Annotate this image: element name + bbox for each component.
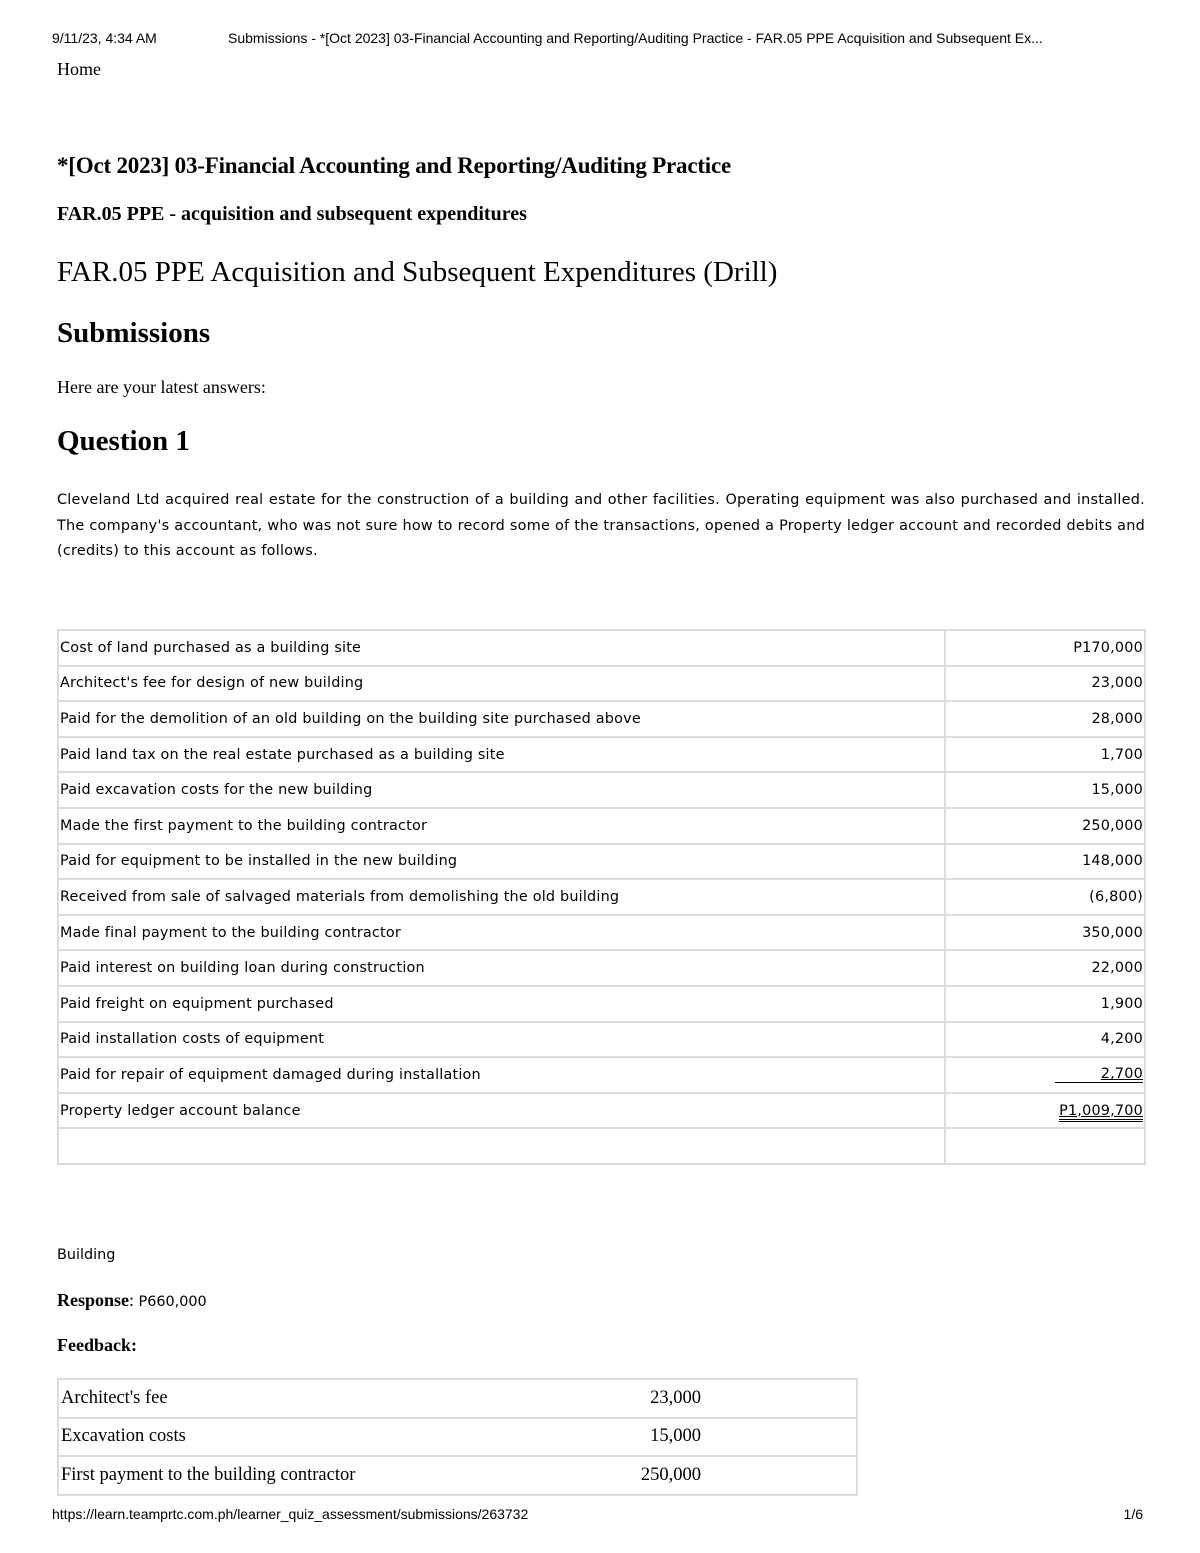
ledger-label: Property ledger account balance [58, 1093, 945, 1129]
ledger-amount: 2,700 [1055, 1066, 1143, 1083]
ledger-label: Received from sale of salvaged materials from demolishing the old building [58, 879, 945, 915]
answer-label: Building [57, 1247, 116, 1263]
ledger-amount: P170,000 [945, 630, 1145, 666]
ledger-label: Made final payment to the building contractor [58, 915, 945, 951]
table-row [58, 772, 1145, 808]
table-row [58, 1057, 1145, 1093]
ledger-label: Cost of land purchased as a building site [58, 630, 945, 666]
ledger-label: Paid excavation costs for the new building [58, 772, 945, 808]
table-row [58, 737, 1145, 773]
table-row [58, 630, 1145, 666]
table-row [58, 1022, 1145, 1058]
response-line: Response: P660,000 [57, 1290, 207, 1310]
ledger-amount: 1,700 [945, 737, 1145, 773]
ledger-label: Paid freight on equipment purchased [58, 986, 945, 1022]
ledger-amount: 15,000 [945, 772, 1145, 808]
ledger-table [57, 629, 1146, 1165]
ledger-amount: 28,000 [945, 701, 1145, 737]
submissions-heading: Submissions [57, 317, 211, 349]
response-label: Response [57, 1290, 130, 1310]
ledger-amount: 250,000 [945, 808, 1145, 844]
table-row [58, 1379, 857, 1418]
table-row [58, 1418, 857, 1457]
feedback-label-cell: First payment to the building contractor [58, 1456, 598, 1495]
quiz-title: FAR.05 PPE Acquisition and Subsequent Expenditures (Drill) [57, 256, 778, 288]
table-row [58, 1456, 857, 1495]
ledger-label: Paid for repair of equipment damaged during installation [58, 1057, 945, 1093]
print-page-title: Submissions - *[Oct 2023] 03-Financial Accounting and Reporting/Auditing Practice - FAR.05 PPE Acquisition and Subsequent Ex... [228, 30, 1043, 46]
ledger-label: Paid for equipment to be installed in the new building [58, 844, 945, 880]
table-row [58, 844, 1145, 880]
module-title: FAR.05 PPE - acquisition and subsequent expenditures [57, 203, 527, 225]
print-url: https://learn.teamprtc.com.ph/learner_quiz_assessment/submissions/263732 [52, 1506, 529, 1522]
ledger-amount: 350,000 [945, 915, 1145, 951]
print-timestamp: 9/11/23, 4:34 AM [52, 30, 157, 46]
page-number: 1/6 [1123, 1506, 1143, 1522]
ledger-amount: 4,200 [945, 1022, 1145, 1058]
ledger-label: Paid interest on building loan during construction [58, 950, 945, 986]
table-row [58, 666, 1145, 702]
ledger-total-amount: P1,009,700 [1059, 1103, 1143, 1122]
ledger-amount: 23,000 [945, 666, 1145, 702]
ledger-label: Architect's fee for design of new building [58, 666, 945, 702]
ledger-label: Made the first payment to the building contractor [58, 808, 945, 844]
ledger-amount: (6,800) [945, 879, 1145, 915]
table-row [58, 950, 1145, 986]
intro-text: Here are your latest answers: [57, 377, 266, 397]
feedback-amount: 15,000 [598, 1418, 701, 1457]
table-row [58, 701, 1145, 737]
feedback-line: Feedback: [57, 1335, 137, 1355]
ledger-amount: 22,000 [945, 950, 1145, 986]
ledger-amount: 148,000 [945, 844, 1145, 880]
course-title: *[Oct 2023] 03-Financial Accounting and Reporting/Auditing Practice [57, 153, 732, 178]
feedback-table [57, 1378, 858, 1496]
home-link[interactable]: Home [57, 59, 101, 79]
table-row [58, 808, 1145, 844]
table-row [58, 879, 1145, 915]
ledger-label: Paid installation costs of equipment [58, 1022, 945, 1058]
question-body: Cleveland Ltd acquired real estate for the construction of a building and other facilities. Operating equipment was also purchased and installed. The company's accountant, who was not sure how to record some of the transactions, opened a Property ledger account and recorded debits and (credits) to this account as follows. [57, 492, 1145, 559]
ledger-label: Paid land tax on the real estate purchased as a building site [58, 737, 945, 773]
feedback-label-cell: Architect's fee [58, 1379, 598, 1418]
ledger-label: Paid for the demolition of an old building on the building site purchased above [58, 701, 945, 737]
table-row [58, 1093, 1145, 1129]
print-header [52, 30, 1148, 50]
feedback-amount: 23,000 [598, 1379, 701, 1418]
response-value: P660,000 [138, 1294, 207, 1310]
ledger-amount: 1,900 [945, 986, 1145, 1022]
feedback-amount: 250,000 [598, 1456, 701, 1495]
question-title: Question 1 [57, 425, 190, 457]
table-row [58, 986, 1145, 1022]
feedback-label: Feedback [57, 1335, 131, 1355]
feedback-label-cell: Excavation costs [58, 1418, 598, 1457]
table-row [58, 915, 1145, 951]
table-row-empty [58, 1128, 1145, 1164]
print-footer [52, 1506, 1148, 1526]
